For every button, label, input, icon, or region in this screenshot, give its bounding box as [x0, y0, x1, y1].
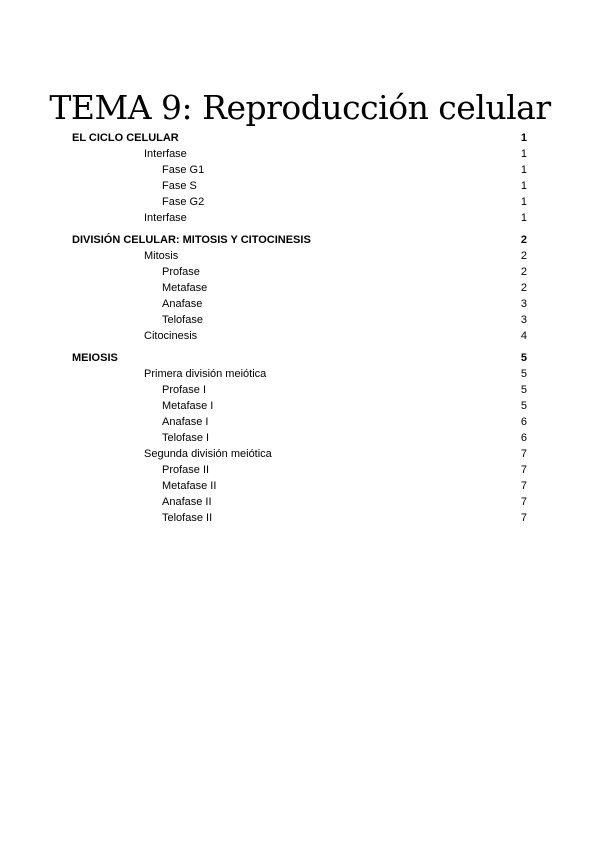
toc-entry-label: Anafase II — [162, 496, 212, 508]
toc-entry[interactable] — [72, 264, 527, 280]
toc-page-number: 7 — [520, 496, 527, 508]
toc-page-number: 1 — [520, 180, 527, 192]
toc-page-number: 2 — [520, 250, 527, 262]
toc-entry-label: Fase S — [162, 180, 197, 192]
toc-section-ciclo-celular[interactable] — [72, 130, 527, 146]
toc-entry[interactable] — [72, 430, 527, 446]
toc-entry[interactable] — [72, 446, 527, 462]
toc-entry-label: Mitosis — [144, 250, 179, 262]
toc-page-number: 2 — [520, 282, 527, 294]
toc-page-number: 5 — [520, 368, 527, 380]
toc-page-number: 5 — [520, 400, 527, 412]
toc-entry-label: Metafase — [162, 282, 208, 294]
toc-page-number: 1 — [520, 132, 527, 144]
toc-entry[interactable] — [72, 478, 527, 494]
toc-entry[interactable] — [72, 162, 527, 178]
toc-page-number: 7 — [520, 480, 527, 492]
page-title: TEMA 9: Reproducción celular — [49, 88, 551, 128]
toc-entry[interactable] — [72, 194, 527, 210]
toc-entry[interactable] — [72, 510, 527, 526]
toc-page-number: 4 — [520, 330, 527, 342]
table-of-contents — [72, 130, 527, 526]
toc-page-number: 5 — [520, 352, 527, 364]
toc-entry[interactable] — [72, 312, 527, 328]
toc-page-number: 1 — [520, 212, 527, 224]
toc-section-label: DIVISIÓN CELULAR: MITOSIS Y CITOCINESIS — [72, 234, 311, 246]
toc-entry-label: Fase G2 — [162, 196, 205, 208]
toc-entry[interactable] — [72, 178, 527, 194]
toc-page-number: 7 — [520, 512, 527, 524]
toc-entry[interactable] — [72, 280, 527, 296]
toc-page-number: 2 — [520, 234, 527, 246]
toc-section-meiosis[interactable] — [72, 350, 527, 366]
toc-entry-label: Profase I — [162, 384, 207, 396]
toc-entry-label: Fase G1 — [162, 164, 205, 176]
toc-section-division-celular[interactable] — [72, 232, 527, 248]
toc-entry-label: Anafase I — [162, 416, 209, 428]
toc-entry[interactable] — [72, 146, 527, 162]
toc-entry-label: Telofase — [162, 314, 203, 326]
toc-entry-label: Metafase I — [162, 400, 214, 412]
toc-entry-label: Telofase I — [162, 432, 210, 444]
toc-section-label: EL CICLO CELULAR — [72, 132, 179, 144]
toc-entry[interactable] — [72, 328, 527, 344]
toc-entry-label: Primera división meiótica — [144, 368, 267, 380]
toc-section-label: MEIOSIS — [72, 352, 118, 364]
toc-page-number: 6 — [520, 416, 527, 428]
toc-entry[interactable] — [72, 296, 527, 312]
toc-entry[interactable] — [72, 414, 527, 430]
toc-page-number: 7 — [520, 464, 527, 476]
toc-page-number: 1 — [520, 164, 527, 176]
toc-entry-label: Telofase II — [162, 512, 213, 524]
toc-entry[interactable] — [72, 366, 527, 382]
toc-entry-label: Profase — [162, 266, 200, 278]
toc-entry-label: Metafase II — [162, 480, 217, 492]
toc-page-number: 3 — [520, 298, 527, 310]
toc-entry-label: Citocinesis — [144, 330, 198, 342]
toc-entry-label: Interfase — [144, 212, 187, 224]
toc-entry-label: Anafase — [162, 298, 203, 310]
toc-entry-label: Segunda división meiótica — [144, 448, 272, 460]
toc-page-number: 2 — [520, 266, 527, 278]
toc-page-number: 7 — [520, 448, 527, 460]
toc-entry-label: Profase II — [162, 464, 210, 476]
toc-page-number: 1 — [520, 148, 527, 160]
toc-page-number: 6 — [520, 432, 527, 444]
toc-entry[interactable] — [72, 494, 527, 510]
toc-entry[interactable] — [72, 248, 527, 264]
toc-page-number: 1 — [520, 196, 527, 208]
toc-entry-label: Interfase — [144, 148, 187, 160]
toc-entry[interactable] — [72, 398, 527, 414]
toc-entry[interactable] — [72, 462, 527, 478]
toc-page-number: 3 — [520, 314, 527, 326]
toc-page-number: 5 — [520, 384, 527, 396]
toc-entry[interactable] — [72, 210, 527, 226]
toc-entry[interactable] — [72, 382, 527, 398]
